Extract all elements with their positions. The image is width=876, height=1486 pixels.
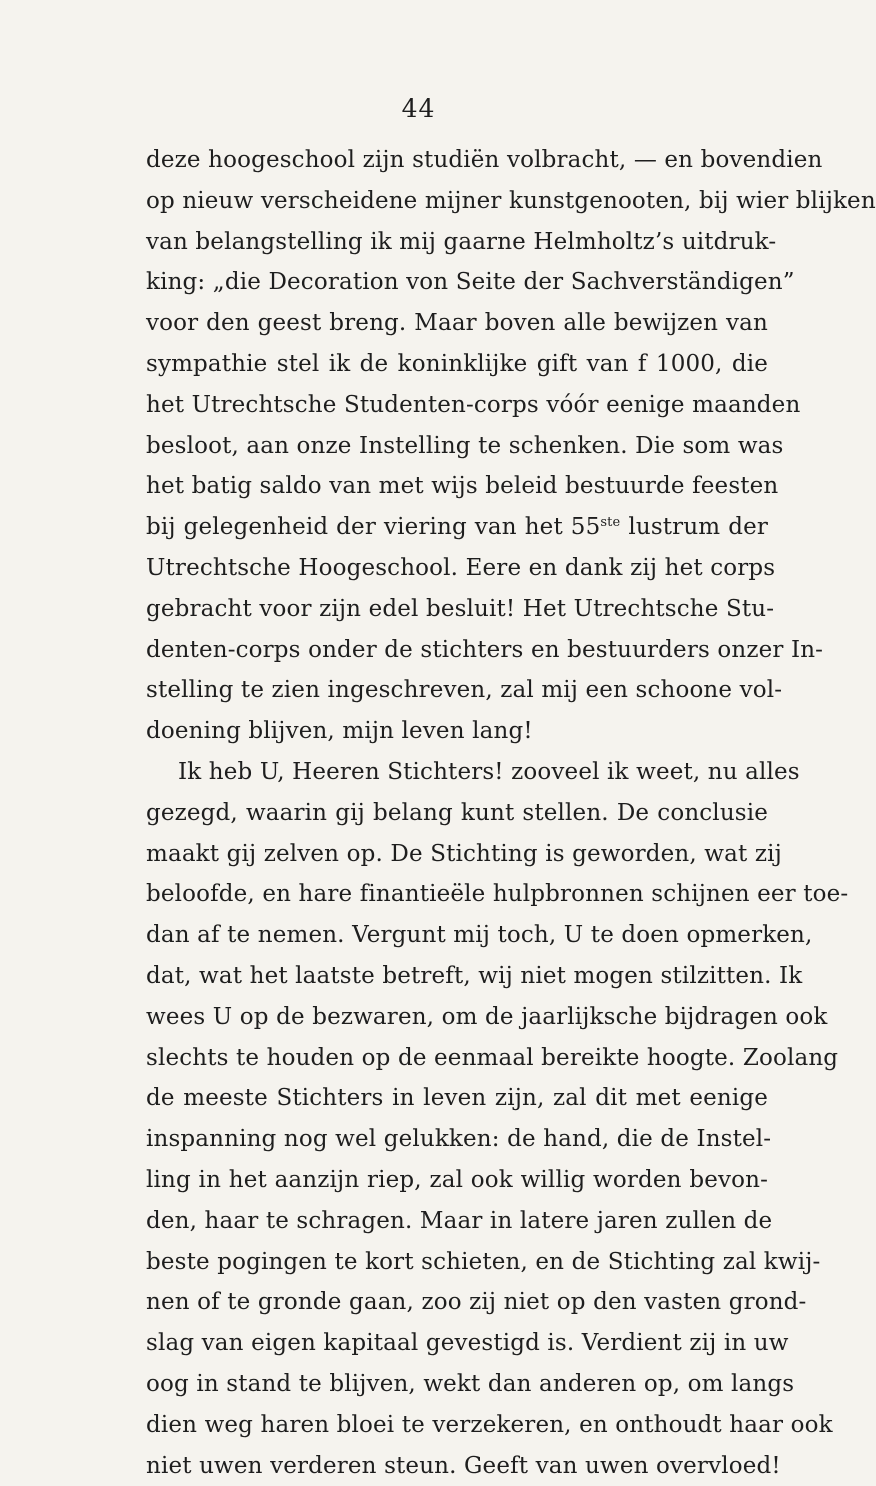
text-line: besloot, aan onze Instelling te schenken. Die som was	[146, 426, 768, 467]
line-head: bij gelegenheid der viering van het 55	[146, 514, 600, 540]
ordinal-superscript: ste	[600, 515, 620, 530]
text-line: inspanning nog wel gelukken: de hand, die de Instel-	[146, 1119, 768, 1160]
text-line: Utrechtsche Hoogeschool. Eere en dank zij het corps	[146, 548, 768, 589]
text-line: de meeste Stichters in leven zijn, zal dit met eenige	[146, 1078, 768, 1119]
body-text	[146, 140, 768, 1486]
text-line: slechts te houden op de eenmaal bereikte hoogte. Zoolang	[146, 1038, 768, 1079]
text-line: voor den geest breng. Maar boven alle bewijzen van	[146, 303, 768, 344]
text-line: deze hoogeschool zijn studiën volbracht, — en bovendien	[146, 140, 768, 181]
text-line: op nieuw verscheidene mijner kunstgenooten, bij wier blijken	[146, 181, 768, 222]
text-line-paragraph-start: Ik heb U, Heeren Stichters! zooveel ik weet, nu alles	[146, 752, 768, 793]
text-line: king: „die Decoration von Seite der Sachverständigen”	[146, 262, 768, 303]
text-line: wees U op de bezwaren, om de jaarlijksche bijdragen ook	[146, 997, 768, 1038]
text-line-paragraph-end: doening blijven, mijn leven lang!	[146, 711, 768, 752]
text-line: oog in stand te blijven, wekt dan anderen op, om langs	[146, 1364, 768, 1405]
text-line: nen of te gronde gaan, zoo zij niet op den vasten grond-	[146, 1282, 768, 1323]
text-line: beste pogingen te kort schieten, en de Stichting zal kwij-	[146, 1242, 768, 1283]
page-number: 44	[18, 94, 819, 123]
text-line: sympathie stel ik de koninklijke gift van f 1000, die	[146, 344, 768, 385]
text-line: maakt gij zelven op. De Stichting is geworden, wat zij	[146, 834, 768, 875]
text-line: gebracht voor zijn edel besluit! Het Utrechtsche Stu-	[146, 589, 768, 630]
text-line: ling in het aanzijn riep, zal ook willig worden bevon-	[146, 1160, 768, 1201]
text-line: dan af te nemen. Vergunt mij toch, U te doen opmerken,	[146, 915, 768, 956]
text-line: slag van eigen kapitaal gevestigd is. Verdient zij in uw	[146, 1323, 768, 1364]
text-line: denten-corps onder de stichters en bestuurders onzer In-	[146, 630, 768, 671]
text-line: gezegd, waarin gij belang kunt stellen. De conclusie	[146, 793, 768, 834]
text-line: het batig saldo van met wijs beleid bestuurde feesten	[146, 466, 768, 507]
text-line: beloofde, en hare finantieële hulpbronnen schijnen eer toe-	[146, 874, 768, 915]
line-tail: lustrum der	[620, 514, 768, 540]
text-line-paragraph-end: niet uwen verderen steun. Geeft van uwen overvloed!	[146, 1446, 768, 1486]
text-line: van belangstelling ik mij gaarne Helmholtz’s uitdruk-	[146, 222, 768, 263]
text-line: het Utrechtsche Studenten-corps vóór eenige maanden	[146, 385, 768, 426]
text-line: den, haar te schragen. Maar in latere jaren zullen de	[146, 1201, 768, 1242]
text-line-with-superscript	[146, 507, 768, 548]
text-line: dien weg haren bloei te verzekeren, en onthoudt haar ook	[146, 1405, 768, 1446]
text-line: stelling te zien ingeschreven, zal mij een schoone vol-	[146, 670, 768, 711]
text-line: dat, wat het laatste betreft, wij niet mogen stilzitten. Ik	[146, 956, 768, 997]
